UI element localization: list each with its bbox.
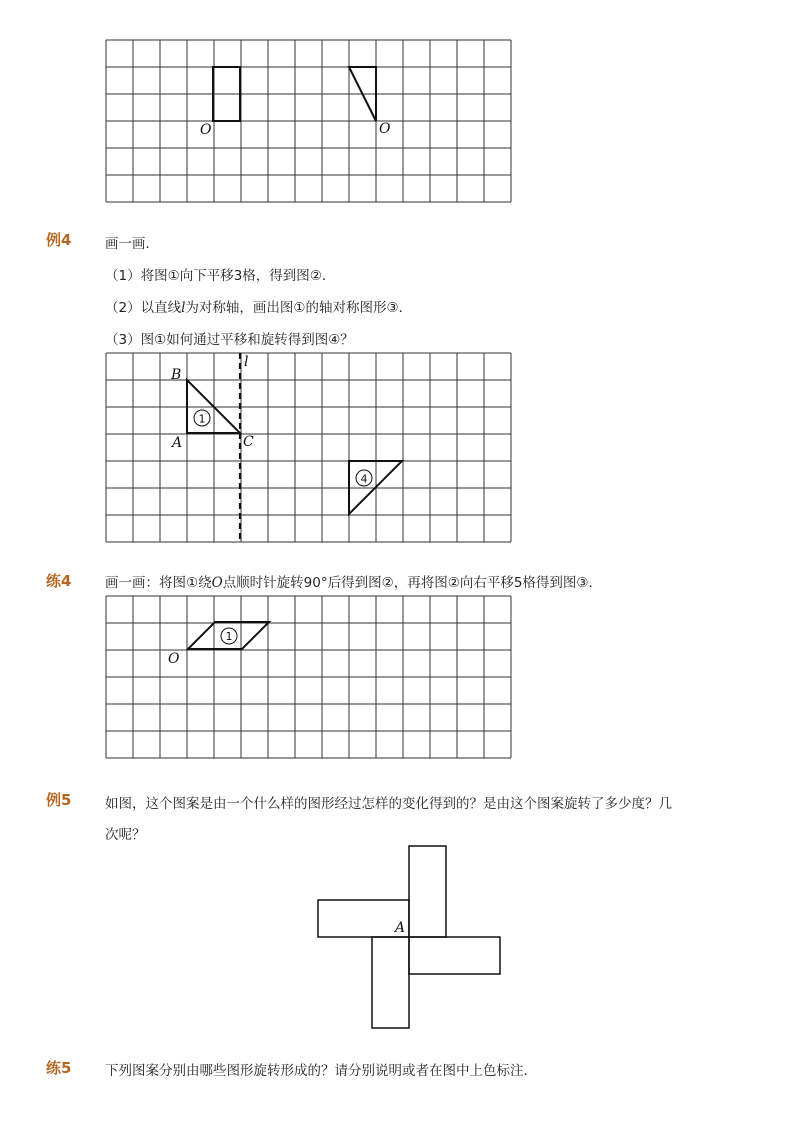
top-grid-figure — [0, 0, 800, 210]
p4-label-o: O — [168, 651, 180, 667]
example5-line-2: 次呢？ — [105, 827, 146, 843]
practice4-text-b: 点顺时针旋转90°后得到图②，再将图②向右平移5格得到图③． — [222, 575, 603, 591]
example4-question-2 — [105, 296, 412, 316]
pinwheel-rect-top — [409, 846, 446, 937]
example5-tag: 例5 — [46, 791, 72, 809]
axis-label-l: l — [244, 354, 249, 370]
q2-part-b: 为对称轴，画出图①的轴对称图形③． — [185, 300, 413, 316]
practice4-text-o: O — [211, 575, 223, 591]
q2-line-l: l — [181, 300, 186, 316]
q2-part-a: （2）以直线 — [105, 300, 182, 316]
example4-grid-figure — [0, 345, 800, 550]
practice4-grid — [106, 596, 511, 758]
practice4-grid-figure — [0, 590, 800, 760]
example5-line-1: 如图，这个图案是由一个什么样的图形经过怎样的变化得到的？是由这个图案旋转了多少度？几 — [105, 796, 672, 812]
vertex-label-c: C — [243, 434, 254, 450]
example4-intro: 画一画． — [105, 236, 159, 252]
p4-shape1-digit: 1 — [225, 630, 233, 643]
practice4-tag: 练4 — [46, 572, 72, 590]
top-grid — [106, 40, 511, 202]
practice5-tag: 练5 — [46, 1059, 72, 1077]
shape4-digit: 4 — [360, 472, 368, 486]
vertex-label-a: A — [172, 435, 183, 451]
pinwheel-label-a: A — [395, 920, 406, 936]
pinwheel-rect-right — [409, 937, 500, 974]
example4-tag: 例4 — [46, 231, 72, 249]
shape1-digit: 1 — [198, 412, 206, 426]
top-label-o-right: O — [379, 121, 391, 137]
pinwheel-rect-bottom — [372, 937, 409, 1028]
practice4-text-a: 画一画：将图①绕 — [105, 575, 212, 591]
practice5-text: 下列图案分别由哪些图形旋转形成的？请分别说明或者在图中上色标注． — [105, 1063, 537, 1079]
example4-grid — [106, 353, 511, 542]
top-label-o-left: O — [200, 122, 212, 138]
example4-question-3: （3）图①如何通过平移和旋转得到图④？ — [105, 332, 354, 348]
example5-pinwheel-figure — [0, 840, 800, 1035]
practice4-text — [105, 571, 602, 591]
example4-question-1: （1）将图①向下平移3格，得到图②． — [105, 268, 336, 284]
vertex-label-b: B — [171, 367, 182, 383]
